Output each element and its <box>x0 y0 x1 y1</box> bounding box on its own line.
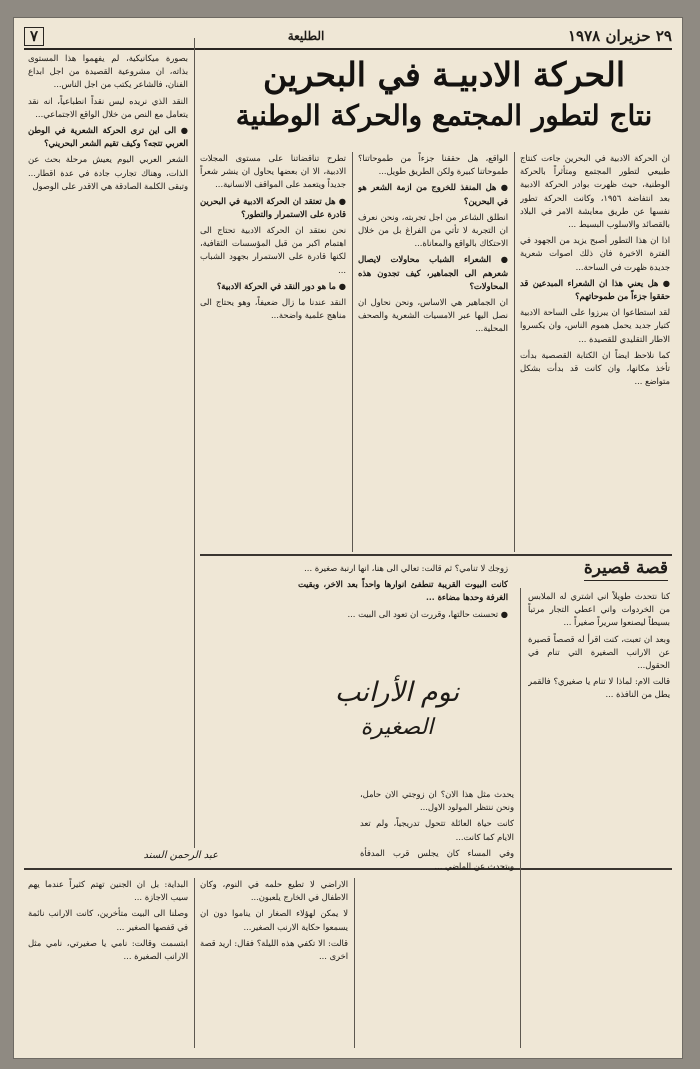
paragraph: ان الحركة الادبية في البحرين جاءت كنتاج طبيعي لتطور المجتمع ومتأثراً بالحركة الوطنية، حيث ظهرت بوادر الحركة الادبية بعد انتفاضة ١٩٥٦، وكانت الحركة تطور نفسها عن طريق معايشة الامر في البلاد بالقصائد والاسلوب البسيط ... <box>520 153 670 230</box>
paragraph: الشعر العربي اليوم يعيش مرحلة بحث عن الذات، وهناك تجارب جادة في عدة اقطار... وتبقى الكلمة الصادقة هي الاقدر على الوصول <box>28 154 188 191</box>
question-subhead: ● هل تعتقد ان الحركة الادبية في البحرين قادرة على الاستمرار والتطور؟ <box>200 195 346 219</box>
paragraph: ان الجماهير هي الاساس، ونحن نحاول ان نصل اليها عبر الامسيات الشعرية والصحف المحلية... <box>358 297 508 334</box>
paragraph: تطرح تناقضاتنا على مستوى المجلات الادبية، الا ان بعضها يحاول ان ينشر شعراً جديداً ويتعمد على المواقف الانسانية... <box>200 153 346 190</box>
paragraph: كنا نتحدث طويلاً اني اشتري له الملابس من الخردوات واني اعطي التجار مرتباً بسيطاً ليصنعوا سريراً صغيراً ... <box>528 591 670 628</box>
story-column-3 <box>298 562 508 666</box>
paragraph: وبعد ان تعبت، كنت اقرأ له قصصاً قصيرة عن الارانب الصغيرة التي تنام في الحقول... <box>528 633 670 671</box>
paragraph: الواقع، هل حققنا جزءاً من طموحاتنا؟ طموحاتنا كبيرة ولكن الطريق طويل... <box>358 153 508 177</box>
page-number: ٧ <box>24 27 44 46</box>
article-signature: عبد الرحمن السند <box>143 850 218 861</box>
question-subhead: ● هل المنفذ للخروج من ازمة الشعر هو في البحرين؟ <box>358 182 508 206</box>
paragraph: كانت البيوت القريبة تنطفئ انوارها واحداً بعد الاخر، وبقيت الغرفة وحدها مضاءة ... <box>298 579 508 603</box>
story-column-1 <box>528 590 670 1048</box>
article-headline <box>224 54 664 144</box>
paragraph: يحدث مثل هذا الان؟ ان زوجتي الان حامل، ونحن ننتظر المولود الاول... <box>360 789 514 813</box>
headline-line-1: الحركة الادبيـة في البحرين <box>262 55 626 94</box>
paragraph: قالت: الا تكفي هذه الليلة؟ فقال: اريد قصة اخرى ... <box>200 937 348 962</box>
paragraph: النقد عندنا ما زال ضعيفاً، وهو يحتاج الى مناهج علمية واضحة... <box>200 297 346 321</box>
question-subhead: ● الشعراء الشباب محاولات لايصال شعرهم الى الجماهير، كيف تجدون هذه المحاولات؟ <box>358 254 508 291</box>
story-title-art <box>304 673 490 781</box>
paragraph: لقد استطاعوا ان يبرزوا على الساحة الادبية كتيار جديد يحمل هموم الناس، وان يكسروا الاطار التقليدي للقصيدة ... <box>520 307 670 344</box>
page-header <box>24 24 672 50</box>
story-column-5 <box>28 878 188 1048</box>
story-section-title: قصة قصيرة <box>584 558 668 581</box>
article-column-left <box>28 52 188 842</box>
paragraph: انطلق الشاعر من اجل تجربته، ونحن نعرف ان التجربة لا تأتي من الفراغ بل من خلال الاحتكاك بالواقع والمعاناة... <box>358 211 508 249</box>
question-subhead: ● الى اين ترى الحركة الشعرية في الوطن العربي تتجه؟ وكيف تقيم الشعر البحريني؟ <box>28 125 188 149</box>
paragraph: اذا ان هذا التطور أصبح يزيد من الجهود في الفترة الاخيرة فان ذلك اصوات شعرية جديدة ظهرت في الساحة... <box>520 235 670 272</box>
headline-line-2: نتاج لتطور المجتمع والحركة الوطنية <box>235 99 653 132</box>
newspaper-page <box>14 18 682 1058</box>
paragraph: ● تحسنت حالتها، وقررت ان تعود الى البيت ... <box>347 608 508 619</box>
paragraph: قالت الام: لماذا لا تنام يا صغيري؟ فالقمر يطل من النافذة ... <box>528 676 670 700</box>
paragraph: ابتسمت وقالت: نامي يا صغيرتي، نامي مثل الارانب الصغيرة ... <box>28 937 188 962</box>
paper-name: الطليعة <box>287 29 325 43</box>
story-column-4 <box>200 878 348 1048</box>
paragraph: الاراضي لا تطيع حلمه في النوم، وكان الاطفال في الخارج يلعبون... <box>200 879 348 903</box>
paragraph: وفي المساء كان يجلس قرب المدفأة ويتحدث عن الماضي ... <box>360 847 514 872</box>
story-column-2 <box>360 788 514 1048</box>
question-subhead: ● هل يعني هذا ان الشعراء المبدعين قد حققوا جزءاً من طموحاتهم؟ <box>520 277 670 302</box>
question-subhead: ● ما هو دور النقد في الحركة الادبية؟ <box>216 280 346 291</box>
paragraph: لا يمكن لهؤلاء الصغار ان يناموا دون ان يسمعوا حكاية الارنب الصغير... <box>200 908 348 932</box>
story-title-line-2: الصغيرة <box>360 715 434 740</box>
paragraph: كما نلاحظ ايضاً ان الكتابة القصصية بدأت تأخذ مكانها، وان كانت قد بدأت بشكل متواضع ... <box>520 349 670 387</box>
paragraph: نحن نعتقد ان الحركة الادبية تحتاج الى اهتمام اكبر من قبل المؤسسات الثقافية، لكنها قادرة على الاستمرار بجهود الشباب ... <box>200 225 346 275</box>
story-title-line-1: نوم الأرانب <box>334 677 460 708</box>
issue-date: ٢٩ حزيران ١٩٧٨ <box>568 27 672 45</box>
article-column-right <box>520 152 670 548</box>
paragraph: بصورة ميكانيكية، لم يفهموا هذا المستوى بذاته، ان مشروعية القصيدة من اجل ابداع الفنان، فالشاعر يكتب من اجل الناس... <box>28 53 188 90</box>
paragraph: البداية: بل ان الجنين تهتم كثيراً عندما يهم سيب الاجازة ... <box>28 879 188 903</box>
paragraph: زوجك لا تنامي؟ ثم قالت: تعالي الى هنا، انها ارنبة صغيرة ... <box>304 563 508 573</box>
paragraph: كانت حياة العائلة تتحول تدريجياً، ولم تعد الايام كما كانت... <box>360 818 514 842</box>
article-column-mid-right <box>358 152 508 548</box>
paragraph: وصلنا الى البيت متأخرين، كانت الارانب نائمة في قفصها الصغير ... <box>28 908 188 932</box>
paragraph: النقد الذي نريده ليس نقداً انطباعياً، انه نقد يتعامل مع النص من خلال الواقع الاجتماعي... <box>28 95 188 119</box>
